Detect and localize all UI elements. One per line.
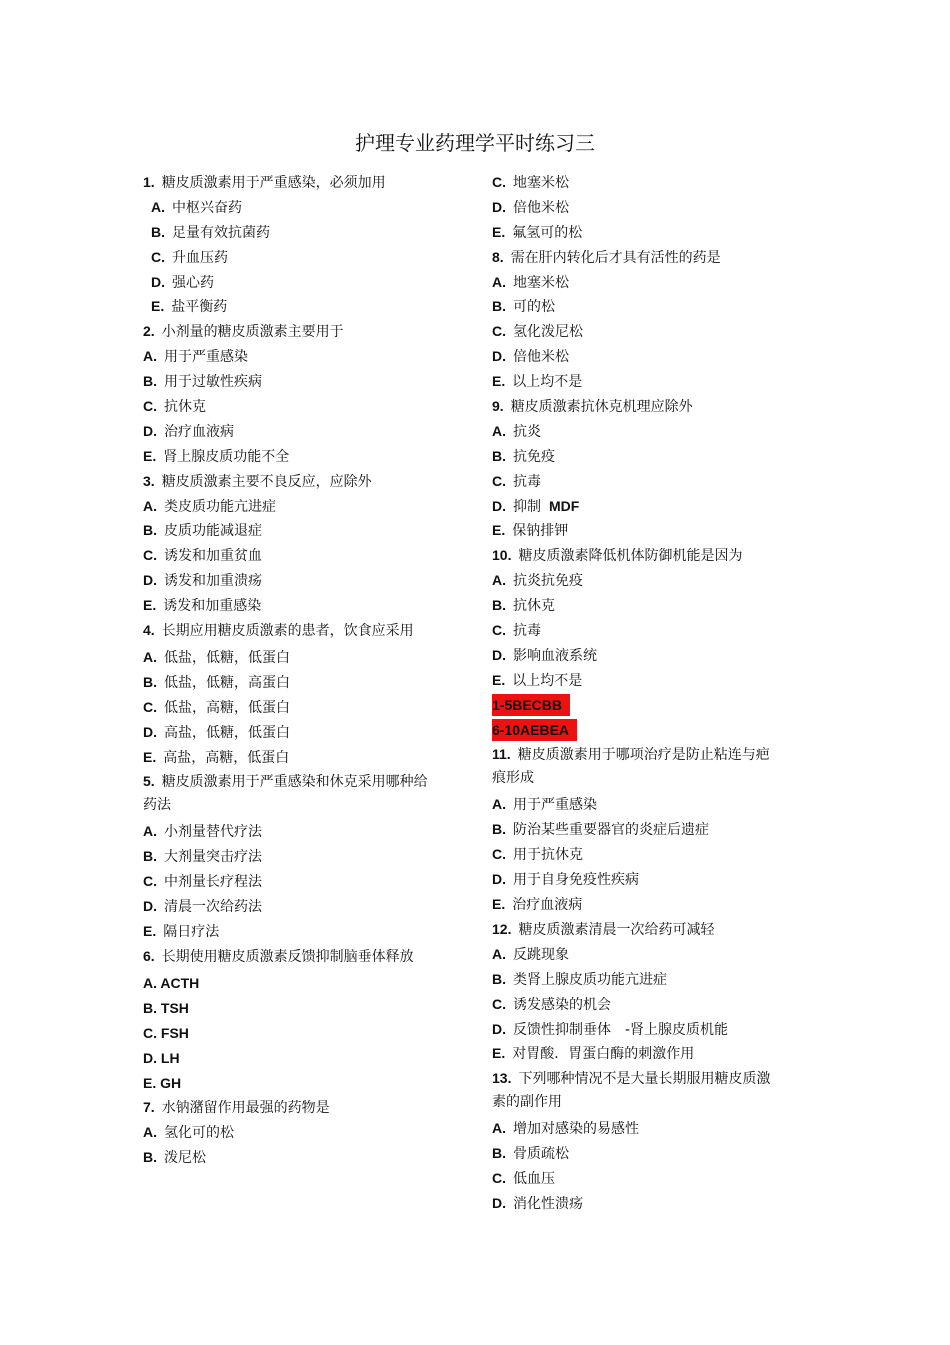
answer-option — [143, 819, 433, 844]
answer-option — [143, 645, 433, 670]
answer-option — [143, 894, 433, 919]
option-text: 治疗血液病 — [512, 897, 583, 914]
answer-option — [143, 344, 433, 369]
answer-option — [143, 844, 433, 869]
answer-option — [492, 195, 782, 220]
option-label: B. — [143, 848, 157, 865]
option-label: D. — [492, 871, 506, 888]
answer-option — [143, 1046, 433, 1071]
option-label: E. — [492, 522, 506, 539]
question-number: 1. — [143, 174, 155, 190]
option-text: 地塞米松 — [513, 175, 569, 191]
answer-option — [492, 1017, 782, 1042]
option-label: E. — [143, 447, 157, 464]
question-text: 长期使用糖皮质激素反馈抑制脑垂体释放 — [161, 948, 414, 965]
question-stem — [492, 394, 782, 419]
option-label: D. — [492, 348, 506, 365]
option-label: A. — [492, 422, 506, 439]
answer-option — [492, 967, 782, 992]
option-text: 氟氢可的松 — [512, 224, 583, 241]
option-label: B. — [143, 673, 157, 690]
answer-option — [492, 170, 782, 195]
option-abbrev: MDF — [549, 497, 580, 514]
question-stem — [143, 769, 428, 819]
answer-option — [492, 593, 782, 618]
option-label: A. — [492, 572, 506, 589]
question-stem — [143, 469, 433, 494]
answer-option — [143, 444, 433, 469]
option-label: E. — [492, 373, 506, 390]
answer-option — [143, 720, 433, 745]
option-text: 皮质功能减退症 — [164, 523, 262, 540]
option-text: 消化性溃疡 — [513, 1195, 583, 1212]
option-text: 用于严重感染 — [164, 349, 248, 366]
right-column — [492, 170, 782, 1216]
answer-key-row — [492, 693, 782, 718]
question-text: 糖皮质激素用于严重感染，必须加用 — [161, 175, 386, 191]
option-text: 中剂量长疗程法 — [164, 874, 262, 891]
answer-option — [143, 518, 433, 543]
option-label: B. — [492, 1145, 506, 1162]
option-text: 盐平衡药 — [171, 299, 228, 316]
answer-option — [143, 245, 433, 270]
option-text: 倍他米松 — [513, 349, 569, 366]
answer-option — [143, 270, 433, 295]
option-label: C. — [492, 323, 506, 340]
question-number: 7. — [143, 1099, 155, 1116]
option-label: A. — [492, 796, 506, 813]
option-label: D. — [151, 273, 165, 290]
option-label: D. — [492, 198, 506, 215]
option-text: 用于严重感染 — [513, 797, 597, 814]
question-number: 13. — [492, 1070, 512, 1087]
question-text: 下列哪种情况不是大量长期服用糖皮质激素的副作用 — [492, 1071, 771, 1111]
question-stem — [143, 319, 433, 344]
option-label: C. — [143, 547, 157, 564]
answer-option — [492, 867, 782, 892]
option-label: B. — [492, 597, 506, 614]
option-label: A. — [143, 497, 157, 514]
question-number: 4. — [143, 622, 155, 639]
answer-key-row — [492, 718, 782, 743]
option-text: 中枢兴奋药 — [172, 199, 242, 216]
question-stem — [143, 944, 428, 971]
question-text: 糖皮质激素用于哪项治疗是防止粘连与疤痕形成 — [492, 747, 770, 787]
answer-option — [492, 469, 782, 494]
option-text: 诱发和加重贫血 — [164, 548, 262, 565]
answer-option — [492, 1116, 782, 1141]
answer-option — [492, 319, 782, 344]
question-number: 11. — [492, 746, 511, 763]
option-text: 用于抗休克 — [513, 847, 583, 864]
option-label: A. — [143, 649, 157, 666]
option-text: 抗免疫 — [513, 448, 555, 465]
answer-option — [492, 568, 782, 593]
answer-key-highlight: 6-10AEBEA — [492, 719, 577, 741]
option-text: 肾上腺皮质功能不全 — [163, 448, 290, 465]
option-label: C. — [492, 1170, 506, 1187]
option-text: 类皮质功能亢进症 — [164, 498, 276, 515]
option-label: C. — [151, 248, 165, 265]
question-number: 9. — [492, 398, 504, 415]
answer-key-highlight: 1-5BECBB — [492, 694, 570, 716]
answer-option — [143, 1145, 433, 1170]
answer-option — [492, 294, 782, 319]
option-text: 抗休克 — [164, 399, 206, 416]
option-label: E. — [151, 298, 165, 315]
option-text: 抗炎抗免疫 — [513, 573, 583, 590]
option-label: B. — [143, 1149, 157, 1166]
answer-option — [492, 270, 782, 295]
option-label: C. — [492, 995, 506, 1012]
option-label: A. — [143, 823, 157, 840]
answer-option — [143, 394, 433, 419]
option-text: 增加对感染的易感性 — [513, 1121, 639, 1138]
option-text: 抗休克 — [513, 598, 555, 615]
answer-option — [143, 1021, 433, 1046]
option-text: 诱发感染的机会 — [513, 996, 611, 1013]
option-label: E. — [492, 1045, 506, 1062]
option-label: B. — [492, 970, 506, 987]
option-text: 大剂量突击疗法 — [164, 849, 262, 866]
answer-option — [492, 892, 782, 917]
answer-option — [492, 220, 782, 245]
question-stem — [492, 245, 782, 270]
option-text: 诱发和加重感染 — [163, 598, 262, 615]
option-text: 可的松 — [513, 299, 555, 316]
answer-option — [492, 817, 782, 842]
option-label: B. — [492, 298, 506, 315]
option-text: 泼尼松 — [164, 1150, 206, 1167]
page-title: 护理专业药理学平时练习三 — [355, 131, 595, 155]
option-text: 诱发和加重溃疡 — [164, 573, 262, 590]
answer-option — [492, 444, 782, 469]
option-text: 防治某些重要器官的炎症后遗症 — [513, 822, 709, 839]
option-label: D. — [492, 497, 506, 514]
answer-option — [143, 369, 433, 394]
option-text: 影响血液系统 — [513, 647, 597, 664]
option-label: B. — [143, 522, 157, 539]
option-label: E. — [492, 671, 506, 688]
option-label: A. — [151, 198, 165, 215]
option-text: 低血压 — [513, 1171, 555, 1188]
question-text: 糖皮质激素主要不良反应，应除外 — [161, 473, 372, 490]
option-label: C. — [143, 698, 157, 715]
answer-option — [143, 195, 433, 220]
answer-option — [143, 919, 433, 944]
option-text: C. FSH — [143, 1024, 189, 1041]
option-text: 对胃酸．胃蛋白酶的刺激作用 — [512, 1046, 695, 1063]
question-number: 3. — [143, 472, 155, 489]
option-text: D. LH — [143, 1049, 180, 1066]
option-label: C. — [492, 622, 506, 639]
option-label: E. — [143, 923, 157, 940]
option-label: D. — [492, 1020, 506, 1037]
option-text: 以上均不是 — [512, 672, 583, 689]
option-text: B. TSH — [143, 999, 189, 1016]
answer-option — [492, 643, 782, 668]
option-label: B. — [492, 447, 506, 464]
option-label: C. — [492, 174, 506, 190]
answer-option — [143, 568, 433, 593]
option-label: E. — [492, 896, 506, 913]
answer-option — [492, 344, 782, 369]
option-text: 抗炎 — [513, 423, 541, 440]
question-text: 糖皮质激素抗休克机理应除外 — [510, 399, 693, 416]
option-text: 升血压药 — [172, 249, 228, 266]
option-text: 治疗血液病 — [164, 423, 234, 440]
option-label: E. — [143, 597, 157, 614]
left-column — [143, 170, 433, 1170]
answer-option — [492, 518, 782, 543]
option-text: 高盐，低糖，低蛋白 — [164, 724, 290, 741]
option-text: 抗毒 — [513, 623, 541, 640]
answer-option — [492, 1191, 782, 1216]
question-number: 12. — [492, 920, 512, 937]
option-label: C. — [143, 398, 157, 415]
option-label: E. — [143, 748, 157, 765]
option-text: A. ACTH — [143, 974, 200, 991]
option-text: 抑制 — [513, 498, 541, 515]
option-label: A. — [492, 1120, 506, 1137]
option-label: D. — [492, 646, 506, 663]
answer-option — [143, 745, 433, 770]
option-label: C. — [492, 472, 506, 489]
question-stem — [492, 1066, 777, 1116]
answer-option — [143, 996, 433, 1021]
question-text: 长期应用糖皮质激素的患者，饮食应采用 — [161, 623, 414, 640]
answer-option — [143, 593, 433, 618]
option-label: B. — [492, 821, 506, 838]
answer-option — [143, 1120, 433, 1145]
option-text: 低盐，高糖，低蛋白 — [164, 699, 290, 716]
option-text: 倍他米松 — [513, 199, 569, 216]
option-text: 隔日疗法 — [163, 924, 220, 941]
question-stem — [492, 742, 777, 792]
option-label: D. — [492, 1194, 506, 1211]
answer-option — [143, 543, 433, 568]
option-label: A. — [143, 348, 157, 365]
option-text: 抗毒 — [513, 473, 541, 490]
option-label: D. — [143, 723, 157, 740]
question-text: 糖皮质激素降低机体防御机能是因为 — [518, 548, 743, 565]
question-stem — [143, 618, 428, 645]
question-text: 水钠潴留作用最强的药物是 — [161, 1100, 330, 1117]
option-label: D. — [143, 422, 157, 439]
option-text: 足量有效抗菌药 — [172, 224, 270, 241]
option-label: A. — [492, 945, 506, 962]
question-number: 10. — [492, 547, 512, 564]
option-label: B. — [151, 223, 165, 240]
question-text: 小剂量的糖皮质激素主要用于 — [161, 324, 344, 341]
question-stem — [492, 543, 782, 568]
answer-option — [492, 618, 782, 643]
question-stem — [143, 170, 433, 195]
answer-option — [492, 1166, 782, 1191]
answer-option — [492, 369, 782, 394]
option-text: 低盐，低糖，低蛋白 — [164, 650, 290, 667]
option-label: C. — [143, 873, 157, 890]
option-label: E. — [492, 223, 506, 240]
question-text: 糖皮质激素清晨一次给药可减轻 — [518, 921, 715, 938]
answer-option — [143, 670, 433, 695]
answer-option — [143, 494, 433, 519]
answer-option — [492, 942, 782, 967]
question-number: 8. — [492, 248, 504, 265]
question-text: 需在肝内转化后才具有活性的药是 — [510, 249, 721, 266]
answer-option — [492, 1041, 782, 1066]
answer-option — [492, 792, 782, 817]
answer-option — [143, 971, 433, 996]
option-text: 骨质疏松 — [513, 1146, 569, 1163]
answer-option — [492, 1141, 782, 1166]
option-label: B. — [143, 373, 157, 390]
answer-option — [143, 695, 433, 720]
question-text: 糖皮质激素用于严重感染和休克采用哪种给药法 — [143, 774, 428, 814]
option-text: 氢化泼尼松 — [513, 324, 583, 341]
option-label: D. — [143, 572, 157, 589]
answer-option — [492, 842, 782, 867]
option-label: C. — [492, 846, 506, 863]
option-text: 低盐，低糖，高蛋白 — [164, 674, 290, 691]
option-text: 小剂量替代疗法 — [164, 824, 262, 841]
option-text: 类肾上腺皮质功能亢进症 — [513, 971, 667, 988]
answer-option — [143, 869, 433, 894]
question-number: 2. — [143, 323, 155, 340]
option-text: 保钠排钾 — [512, 523, 569, 540]
option-label: A. — [492, 273, 506, 290]
answer-option — [492, 419, 782, 444]
option-text: 反馈性抑制垂体 -肾上腺皮质机能 — [513, 1021, 729, 1038]
answer-option — [143, 1071, 433, 1096]
question-number: 5. — [143, 773, 155, 790]
answer-option — [492, 494, 782, 519]
option-text: 强心药 — [172, 274, 214, 291]
option-text: 氢化可的松 — [164, 1125, 234, 1142]
option-text: E. GH — [143, 1074, 182, 1091]
option-text: 高盐，高糖，低蛋白 — [163, 749, 290, 766]
option-text: 反跳现象 — [513, 946, 569, 963]
answer-option — [143, 419, 433, 444]
option-text: 清晨一次给药法 — [164, 899, 262, 916]
question-stem — [492, 917, 782, 942]
answer-option — [492, 992, 782, 1017]
option-label: D. — [143, 898, 157, 915]
answer-option — [492, 668, 782, 693]
question-number: 6. — [143, 947, 155, 964]
option-label: A. — [143, 1124, 157, 1141]
option-text: 以上均不是 — [512, 374, 583, 391]
answer-option — [143, 220, 433, 245]
option-text: 地塞米松 — [513, 274, 569, 291]
answer-option — [143, 294, 433, 319]
option-text: 用于过敏性疾病 — [164, 374, 262, 391]
question-stem — [143, 1095, 433, 1120]
option-text: 用于自身免疫性疾病 — [513, 872, 639, 889]
